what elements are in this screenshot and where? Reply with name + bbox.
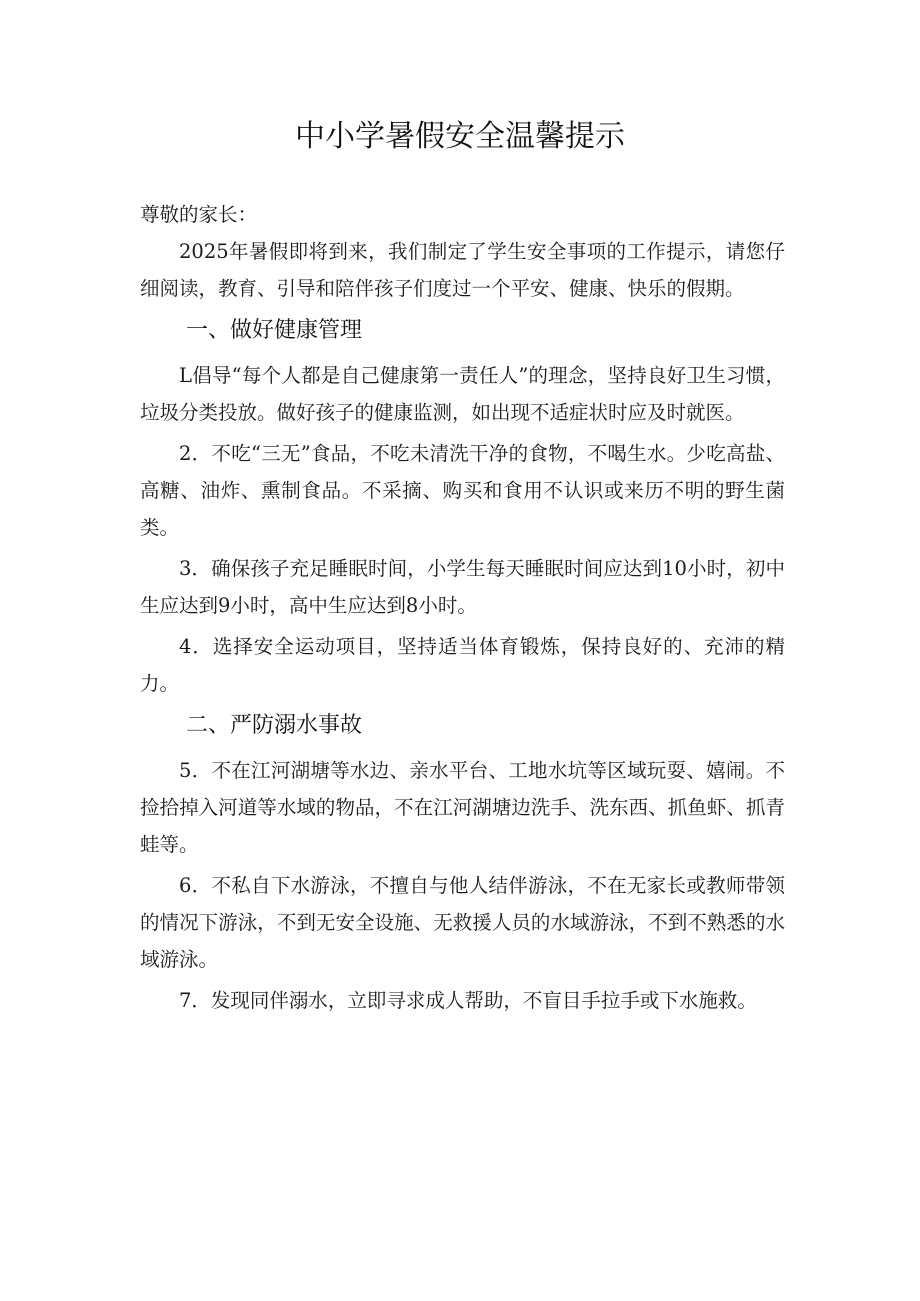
- intro-paragraph: 2025年暑假即将到来，我们制定了学生安全事项的工作提示，请您仔细阅读，教育、引导和陪伴孩子们度过一个平安、健康、快乐的假期。: [140, 240, 785, 300]
- list-item: 2．不吃“三无”食品，不吃未清洗干净的食物，不喝生水。少吃高盐、高糖、油炸、熏制食品。不采摘、购买和食用不认识或来历不明的野生菌类。: [140, 442, 785, 539]
- greeting: 尊敬的家长：: [140, 203, 258, 226]
- list-item: 3．确保孩子充足睡眠时间，小学生每天睡眠时间应达到10小时，初中生应达到9小时，高中生应达到8小时。: [140, 557, 785, 617]
- section-heading-drowning: 二、严防溺水事故: [186, 713, 363, 738]
- list-item: 6．不私自下水游泳，不擅自与他人结伴游泳，不在无家长或教师带领的情况下游泳，不到无安全设施、无救援人员的水域游泳，不到不熟悉的水域游泳。: [140, 874, 785, 971]
- list-item: 5．不在江河湖塘等水边、亲水平台、工地水坑等区域玩耍、嬉闹。不捡拾掉入河道等水域的物品，不在江河湖塘边洗手、洗东西、抓鱼虾、抓青蛙等。: [140, 759, 785, 856]
- document-title: 中小学暑假安全温馨提示: [295, 119, 625, 154]
- document-body: [140, 196, 785, 1023]
- list-item: 7．发现同伴溺水，立即寻求成人帮助，不盲目手拉手或下水施救。: [179, 989, 757, 1012]
- section-heading-health: 一、做好健康管理: [186, 318, 363, 343]
- list-item: L倡导“每个人都是自己健康第一责任人”的理念，坚持良好卫生习惯，垃圾分类投放。做好孩子的健康监测，如出现不适症状时应及时就医。: [140, 364, 785, 424]
- list-item: 4．选择安全运动项目，坚持适当体育锻炼，保持良好的、充沛的精力。: [140, 635, 785, 695]
